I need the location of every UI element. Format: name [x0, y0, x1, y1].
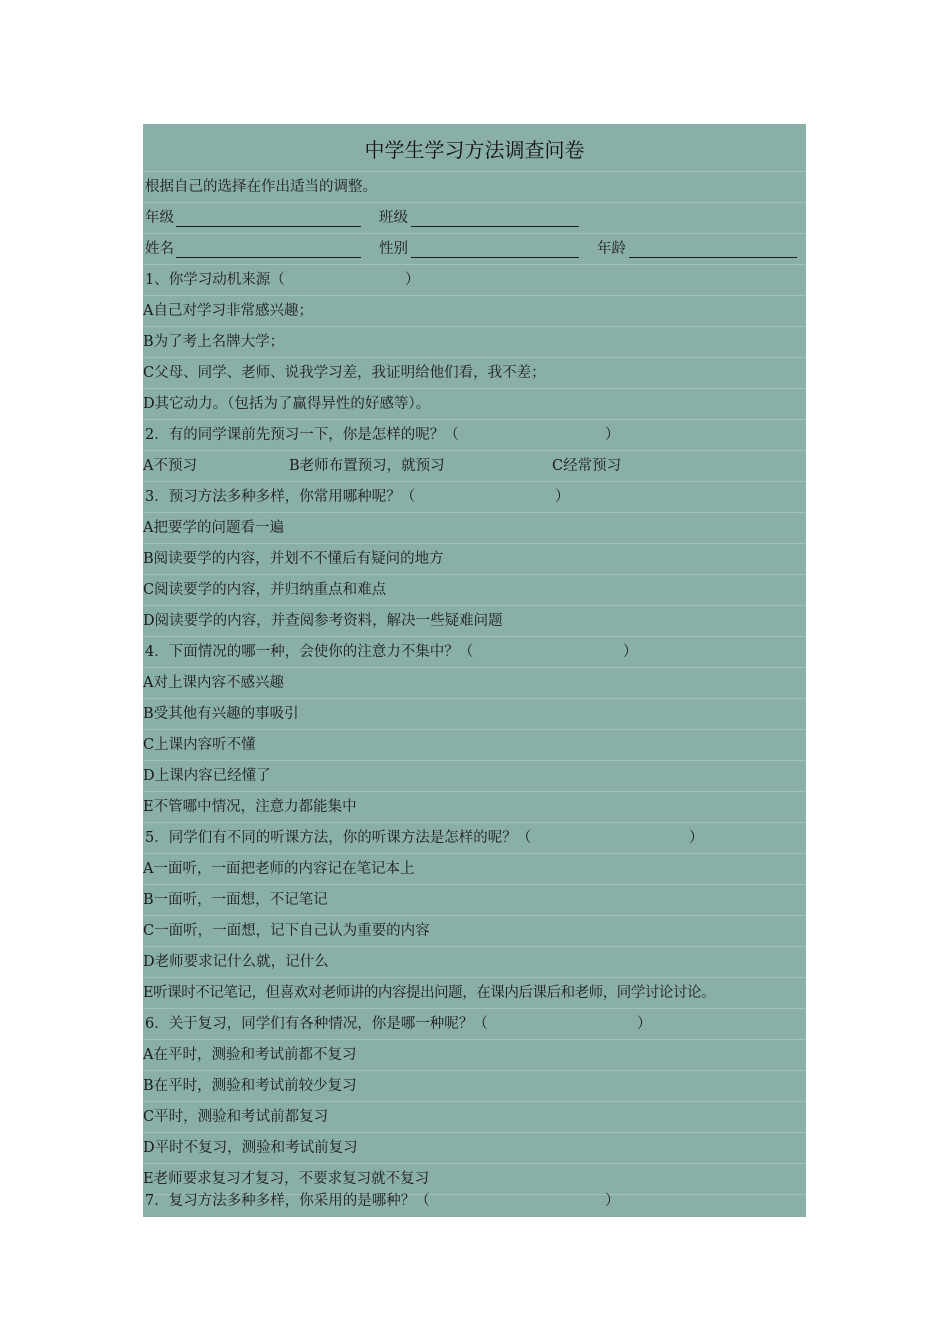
question-5 — [143, 823, 806, 854]
option-text: A对上课内容不感兴趣 — [143, 675, 284, 691]
option-text: E听课时不记笔记，但喜欢对老师讲的内容提出问题，在课内后课后和老师，同学讨论讨论。 — [143, 985, 716, 1001]
option-text: B为了考上名牌大学； — [143, 334, 285, 350]
option-text: D阅读要学的内容，并查阅参考资料，解决一些疑难问题 — [143, 613, 503, 629]
option-text: B阅读要学的内容，并划不不懂后有疑问的地方 — [143, 551, 444, 567]
q5-option-d[interactable] — [143, 947, 806, 978]
q4-option-b[interactable] — [143, 699, 806, 730]
name-gender-age-row — [143, 234, 806, 265]
survey-sheet — [143, 124, 806, 1217]
intro-text: 根据自己的选择在作出适当的调整。 — [145, 179, 377, 195]
q3-option-b[interactable] — [143, 544, 806, 575]
option-text: E老师要求复习才复习，不要求复习就不复习 — [143, 1171, 430, 1187]
answer-close: ） — [689, 830, 704, 846]
answer-close: ） — [555, 489, 570, 505]
question-text: 4．下面情况的哪一种，会使你的注意力不集中？（ — [145, 644, 474, 660]
question-2 — [143, 420, 806, 451]
question-6 — [143, 1009, 806, 1040]
answer-close: ） — [637, 1016, 652, 1032]
age-label: 年龄 — [597, 241, 626, 257]
q5-option-e[interactable] — [143, 978, 806, 1009]
q6-option-d[interactable] — [143, 1133, 806, 1164]
q6-option-b[interactable] — [143, 1071, 806, 1102]
option-text: B在平时，测验和考试前较少复习 — [143, 1078, 357, 1094]
age-blank[interactable] — [629, 257, 797, 258]
option-text: E不管哪中情况，注意力都能集中 — [143, 799, 357, 815]
option-text: C上课内容听不懂 — [143, 737, 256, 753]
option-text: A在平时，测验和考试前都不复习 — [143, 1047, 357, 1063]
answer-close: ） — [623, 644, 638, 660]
q2-option-a[interactable]: A不预习 — [143, 458, 197, 474]
question-text: 1、你学习动机来源（ — [145, 272, 285, 288]
answer-close: ） — [405, 272, 420, 288]
option-text: D平时不复习，测验和考试前复习 — [143, 1140, 358, 1156]
q2-option-c[interactable]: C经常预习 — [552, 458, 622, 474]
q1-option-d[interactable] — [143, 389, 806, 420]
q1-option-a[interactable] — [143, 296, 806, 327]
question-text: 7．复习方法多种多样，你采用的是哪种？（ — [145, 1193, 430, 1209]
q5-option-c[interactable] — [143, 916, 806, 947]
question-text: 5．同学们有不同的听课方法，你的听课方法是怎样的呢？（ — [145, 830, 532, 846]
survey-title: 中学生学习方法调查问卷 — [143, 124, 806, 172]
gender-label: 性别 — [379, 241, 408, 257]
question-text: 3．预习方法多种多样，你常用哪种呢？（ — [145, 489, 416, 505]
question-3 — [143, 482, 806, 513]
q4-option-e[interactable] — [143, 792, 806, 823]
intro-row — [143, 172, 806, 203]
q4-option-a[interactable] — [143, 668, 806, 699]
q4-option-c[interactable] — [143, 730, 806, 761]
q1-option-b[interactable] — [143, 327, 806, 358]
option-text: D老师要求记什么就，记什么 — [143, 954, 329, 970]
option-text: A一面听，一面把老师的内容记在笔记本上 — [143, 861, 415, 877]
question-text: 6．关于复习，同学们有各种情况，你是哪一种呢？（ — [145, 1016, 488, 1032]
gender-blank[interactable] — [411, 257, 579, 258]
option-text: B受其他有兴趣的事吸引 — [143, 706, 299, 722]
q6-option-a[interactable] — [143, 1040, 806, 1071]
q4-option-d[interactable] — [143, 761, 806, 792]
q2-options-row — [143, 451, 806, 482]
class-label: 班级 — [379, 210, 408, 226]
q5-option-a[interactable] — [143, 854, 806, 885]
name-blank[interactable] — [176, 257, 361, 258]
option-text: C阅读要学的内容，并归纳重点和难点 — [143, 582, 387, 598]
option-text: C父母、同学、老师、说我学习差，我证明给他们看，我不差； — [143, 365, 546, 381]
option-text: C平时，测验和考试前都复习 — [143, 1109, 329, 1125]
option-text: B一面听，一面想，不记笔记 — [143, 892, 328, 908]
question-1 — [143, 265, 806, 296]
option-text: D其它动力。（包括为了赢得异性的好感等）。 — [143, 396, 431, 412]
question-4 — [143, 637, 806, 668]
q1-option-c[interactable] — [143, 358, 806, 389]
grade-class-row — [143, 203, 806, 234]
q5-option-b[interactable] — [143, 885, 806, 916]
question-7 — [143, 1186, 806, 1217]
q3-option-c[interactable] — [143, 575, 806, 606]
grade-label: 年级 — [145, 210, 174, 226]
question-text: 2．有的同学课前先预习一下，你是怎样的呢？（ — [145, 427, 459, 443]
option-text: A把要学的问题看一遍 — [143, 520, 284, 536]
q3-option-a[interactable] — [143, 513, 806, 544]
option-text: D上课内容已经懂了 — [143, 768, 271, 784]
option-text: A自己对学习非常感兴趣； — [143, 303, 313, 319]
class-blank[interactable] — [411, 226, 579, 227]
q6-option-c[interactable] — [143, 1102, 806, 1133]
q3-option-d[interactable] — [143, 606, 806, 637]
grade-blank[interactable] — [176, 226, 361, 227]
option-text: C一面听，一面想，记下自己认为重要的内容 — [143, 923, 430, 939]
name-label: 姓名 — [145, 241, 174, 257]
answer-close: ） — [605, 427, 620, 443]
answer-close: ） — [605, 1193, 620, 1209]
q2-option-b[interactable]: B老师布置预习，就预习 — [289, 458, 445, 474]
